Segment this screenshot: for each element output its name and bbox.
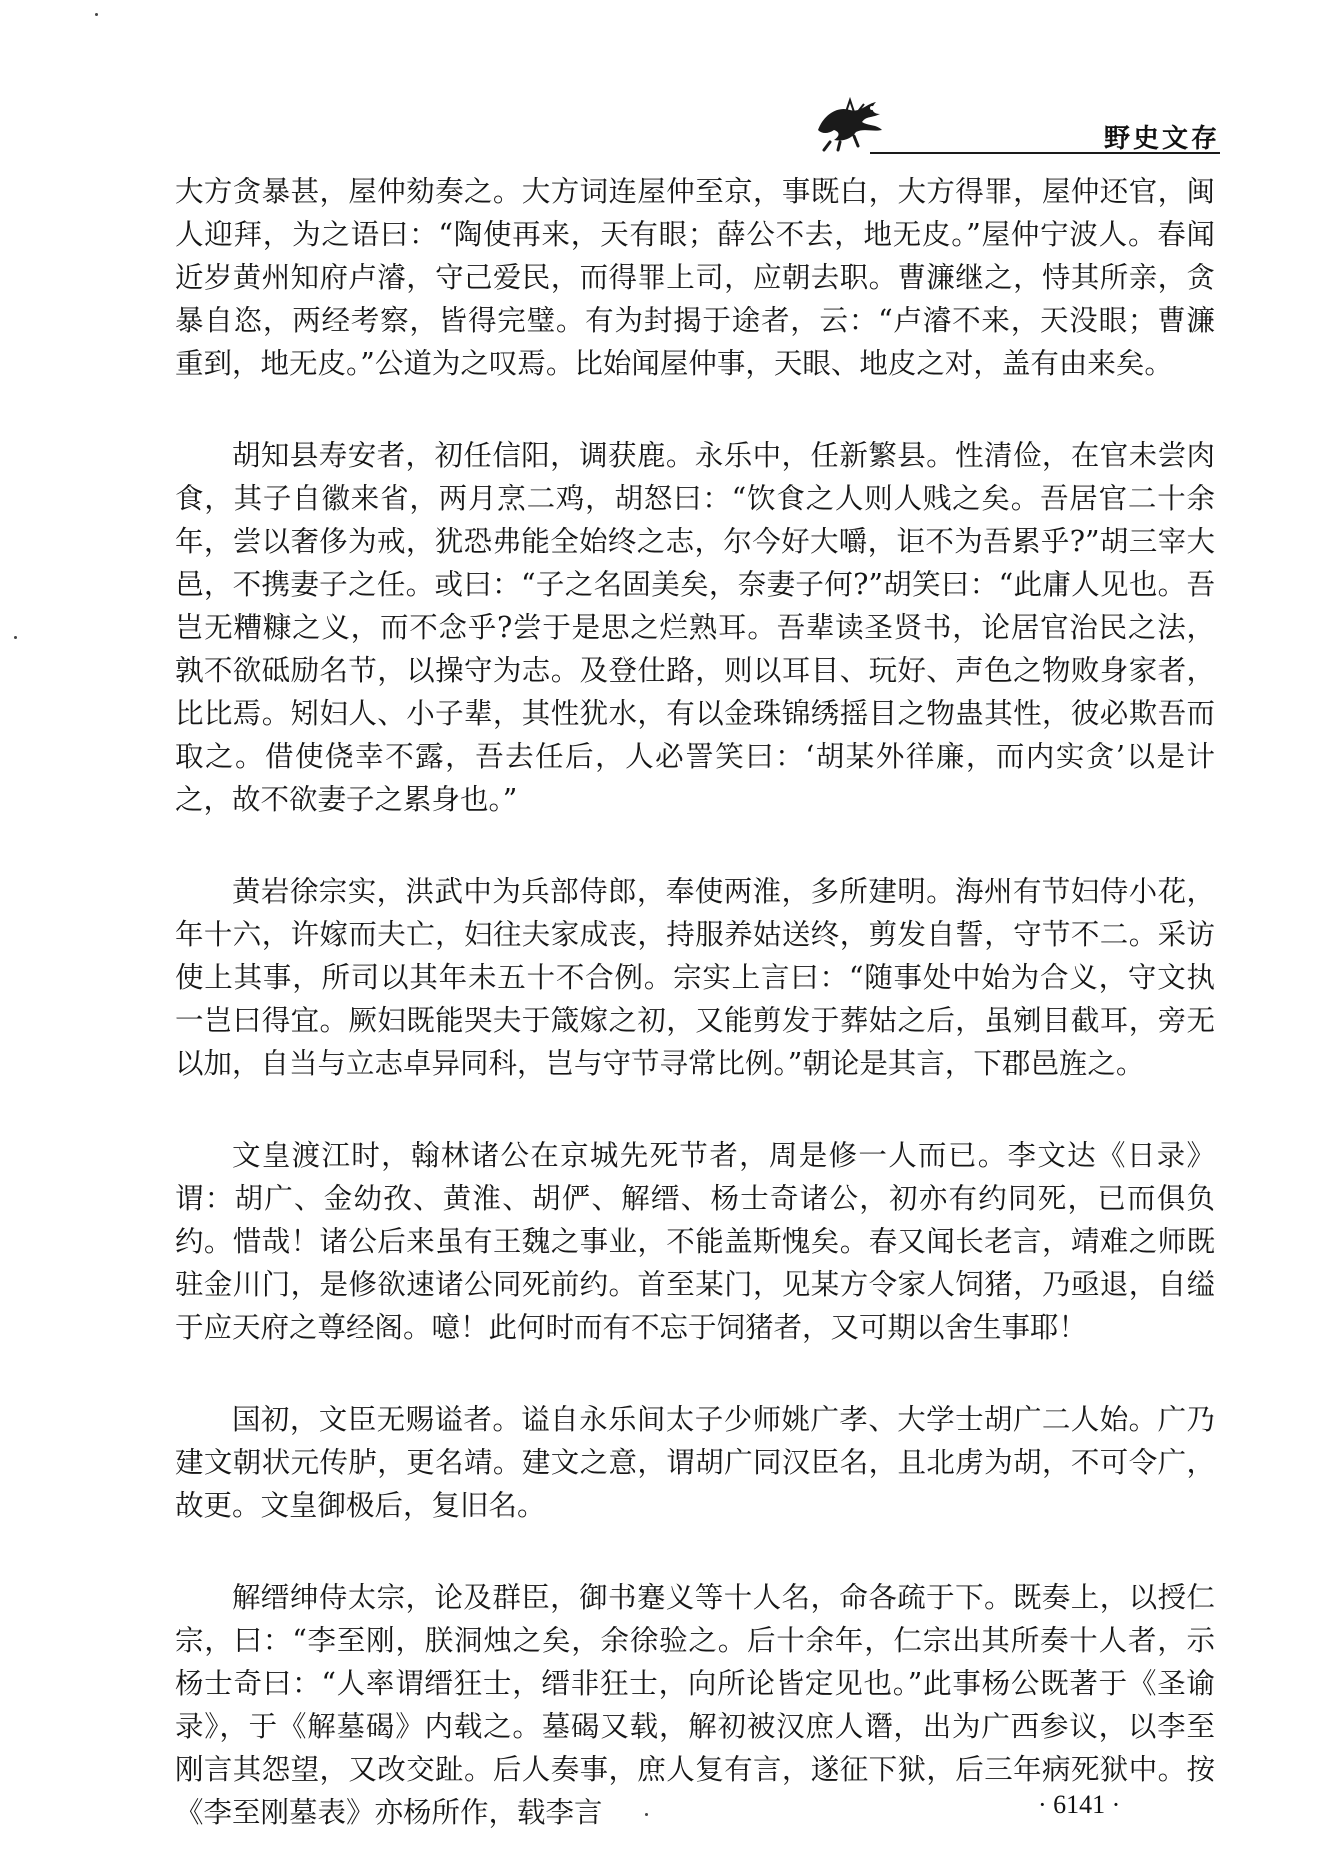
paragraph-5: 国初，文臣无赐谥者。谥自永乐间太子少师姚广孝、大学士胡广二人始。广乃建文朝状元传胪，更名靖。建文之意，谓胡广同汉臣名，且北虏为胡，不可令广，故更。文皇御极后，复旧名。 <box>175 1403 1215 1522</box>
paragraph-2: 胡知县寿安者，初任信阳，调获鹿。永乐中，任新繁县。性清俭，在官未尝肉食，其子自徽来省，两月烹二鸡，胡怒曰：“饮食之人则人贱之矣。吾居官二十余年，尝以奢侈为戒，犹恐弗能全始终之志，尔今好大嚼，讵不为吾累乎?”胡三宰大邑，不携妻子之任。或曰：“子之名固美矣，奈妻子何?”胡笑曰：“此庸人见也。吾岂无糟糠之义，而不念乎?尝于是思之烂熟耳。吾辈读圣贤书，论居官治民之法，孰不欲砥励名节，以操守为志。及登仕路，则以耳目、玩好、声色之物败身家者，比比焉。矧妇人、小子辈，其性犹水，有以金珠锦绣摇目之物蛊其性，彼必欺吾而取之。借使侥幸不露，吾去任后，人必詈笑曰：‘胡某外徉廉，而内实贪’以是计之，故不欲妻子之累身也。” <box>175 439 1215 816</box>
dragon-emblem-icon <box>810 92 890 152</box>
header-title: 野史文存 <box>1103 124 1220 154</box>
scan-speck <box>14 636 17 639</box>
body-text <box>175 170 1215 1834</box>
running-header <box>800 88 1220 168</box>
paragraph-4: 文皇渡江时，翰林诸公在京城先死节者，周是修一人而已。李文达《日录》谓：胡广、金幼孜、黄淮、胡俨、解缙、杨士奇诸公，初亦有约同死，已而俱负约。惜哉！诸公后来虽有王魏之事业，不能盖斯愧矣。春又闻长老言，靖难之师既驻金川门，是修欲速诸公同死前约。首至某门，见某方令家人饲猪，乃亟退，自缢于应天府之尊经阁。噫！此何时而有不忘于饲猪者，又可期以舍生事耶！ <box>175 1139 1215 1344</box>
paragraph-3: 黄岩徐宗实，洪武中为兵部侍郎，奉使两淮，多所建明。海州有节妇侍小花，年十六，许嫁而夫亡，妇往夫家成丧，持服养姑送终，剪发自誓，守节不二。采访使上其事，所司以其年未五十不合例。宗实上言曰：“随事处中始为合义，守文执一岂曰得宜。厥妇既能哭夫于箴嫁之初，又能剪发于葬姑之后，虽剜目截耳，旁无以加，自当与立志卓异同科，岂与守节寻常比例。”朝论是其言，下郡邑旌之。 <box>175 875 1215 1080</box>
paragraph-6: 解缙绅侍太宗，论及群臣，御书蹇义等十人名，命各疏于下。既奏上，以授仁宗，曰：“李至刚，朕洞烛之矣，余徐验之。后十余年，仁宗出其所奏十人者，示杨士奇曰：“人率谓缙狂士，缙非狂士，向所论皆定见也。”此事杨公既著于《圣谕录》，于《解墓碣》内载之。墓碣又载，解初被汉庶人谮，出为广西参议，以李至刚言其怨望，又改交趾。后人奏事，庶人复有言，遂征下狱，后三年病死狱中。按《李至刚墓表》亦杨所作，载李言 <box>175 1581 1215 1829</box>
page-number: · 6141 · <box>1038 1790 1121 1819</box>
scan-speck <box>95 13 98 16</box>
paragraph-1: 大方贪暴甚，屋仲劾奏之。大方词连屋仲至京，事既白，大方得罪，屋仲还官，闽人迎拜，为之语曰：“陶使再来，天有眼；薛公不去，地无皮。”屋仲宁波人。春闻近岁黄州知府卢濬，守己爱民，而得罪上司，应朝去职。曹濂继之，恃其所亲，贪暴自恣，两经考察，皆得完璧。有为封揭于途者，云：“卢濬不来，天没眼；曹濂重到，地无皮。”公道为之叹焉。比始闻屋仲事，天眼、地皮之对，盖有由来矣。 <box>175 175 1215 380</box>
scan-speck <box>645 1813 648 1816</box>
